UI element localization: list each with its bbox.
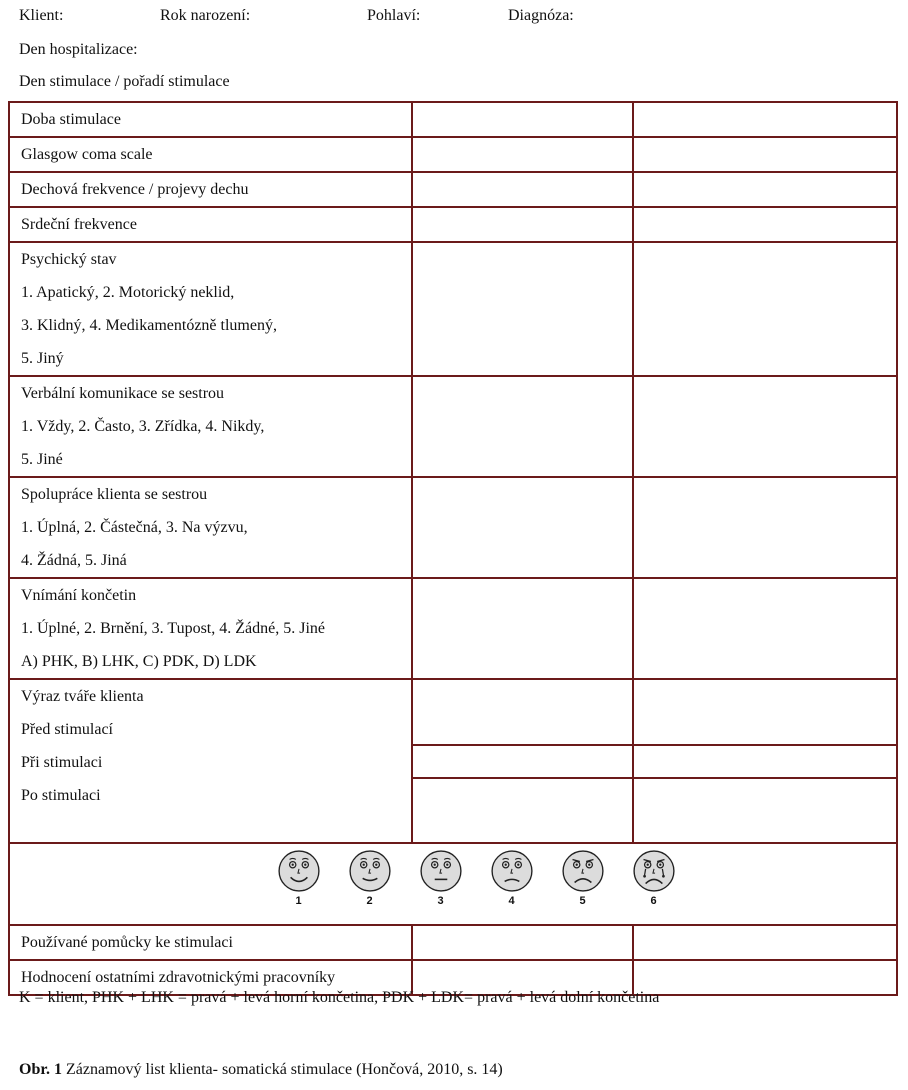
value-cell[interactable] xyxy=(633,925,897,960)
value-cell[interactable] xyxy=(633,578,897,679)
value-cell[interactable] xyxy=(412,207,633,242)
row-spoluprace xyxy=(9,477,897,578)
value-cell-po[interactable] xyxy=(633,778,897,843)
face-number: 2 xyxy=(366,895,373,907)
face-number: 5 xyxy=(579,895,586,907)
row-glasgow xyxy=(9,137,897,172)
face-item xyxy=(628,849,680,908)
row-label: Srdeční frekvence xyxy=(9,207,412,242)
crying-face-icon xyxy=(632,849,676,893)
row-option: 4. Žádná, 5. Jiná xyxy=(21,552,127,569)
value-cell[interactable] xyxy=(412,578,633,679)
face-item xyxy=(415,849,467,908)
figure-caption xyxy=(19,1060,503,1080)
row-vnimani-koncetin xyxy=(9,578,897,679)
face-number: 1 xyxy=(295,895,302,907)
value-cell-pri[interactable] xyxy=(412,745,633,778)
row-option: 1. Vždy, 2. Často, 3. Zřídka, 4. Nikdy, xyxy=(21,418,265,435)
row-srdecni-frekvence xyxy=(9,207,897,242)
row-label: Používané pomůcky ke stimulaci xyxy=(9,925,412,960)
row-title: Verbální komunikace se sestrou xyxy=(21,385,225,402)
value-cell[interactable] xyxy=(633,960,897,995)
birth-year-label: Rok narození: xyxy=(160,7,251,24)
caption-label: Obr. 1 xyxy=(19,1061,62,1078)
row-option: 1. Apatický, 2. Motorický neklid, xyxy=(21,284,235,301)
row-option: 5. Jiné xyxy=(21,451,63,468)
client-label: Klient: xyxy=(19,7,64,24)
value-cell-pri[interactable] xyxy=(633,745,897,778)
value-cell[interactable] xyxy=(633,207,897,242)
value-cell-pred[interactable] xyxy=(412,679,633,745)
footnote: K = klient, PHK + LHK = pravá + levá horní končetina, PDK + LDK= pravá + levá dolní končetina xyxy=(19,989,660,1006)
row-face-scale xyxy=(9,843,897,925)
row-vyraz-tvare xyxy=(9,679,897,745)
value-cell[interactable] xyxy=(412,102,633,137)
row-label: Dechová frekvence / projevy dechu xyxy=(9,172,412,207)
diagnosis-label: Diagnóza: xyxy=(508,7,574,24)
row-label xyxy=(9,578,412,679)
row-option: 5. Jiný xyxy=(21,350,64,367)
face-item xyxy=(273,849,325,908)
caption-text: Záznamový list klienta- somatická stimulace (Hončová, 2010, s. 14) xyxy=(61,1061,503,1078)
value-cell[interactable] xyxy=(412,172,633,207)
frowning-face-icon xyxy=(561,849,605,893)
value-cell[interactable] xyxy=(633,242,897,376)
row-verbalni-komunikace xyxy=(9,376,897,477)
value-cell-po[interactable] xyxy=(412,778,633,843)
row-label xyxy=(9,679,412,843)
face-number: 6 xyxy=(650,895,657,907)
row-title: Výraz tváře klienta xyxy=(21,688,144,705)
value-cell[interactable] xyxy=(412,137,633,172)
row-psychicky-stav xyxy=(9,242,897,376)
row-title: Psychický stav xyxy=(21,251,117,268)
row-option: 1. Úplná, 2. Částečná, 3. Na výzvu, xyxy=(21,519,248,536)
row-title: Spolupráce klienta se sestrou xyxy=(21,486,208,503)
value-cell[interactable] xyxy=(412,242,633,376)
row-option: 1. Úplné, 2. Brnění, 3. Tupost, 4. Žádné, 5. Jiné xyxy=(21,620,325,637)
row-doba-stimulace xyxy=(9,102,897,137)
neutral-face-icon xyxy=(419,849,463,893)
face-item xyxy=(557,849,609,908)
face-number: 3 xyxy=(437,895,444,907)
record-sheet-table xyxy=(8,101,898,996)
row-label xyxy=(9,376,412,477)
row-dechova-frekvence xyxy=(9,172,897,207)
row-label: Glasgow coma scale xyxy=(9,137,412,172)
row-option: Před stimulací xyxy=(21,721,113,738)
value-cell[interactable] xyxy=(412,376,633,477)
face-number: 4 xyxy=(508,895,515,907)
face-scale xyxy=(10,844,896,908)
face-scale-cell xyxy=(9,843,897,925)
value-cell-pred[interactable] xyxy=(633,679,897,745)
value-cell[interactable] xyxy=(633,102,897,137)
stimulation-day-label: Den stimulace / pořadí stimulace xyxy=(19,73,230,90)
gender-label: Pohlaví: xyxy=(367,7,421,24)
value-cell[interactable] xyxy=(412,477,633,578)
value-cell[interactable] xyxy=(633,137,897,172)
value-cell[interactable] xyxy=(633,376,897,477)
smiling-face-icon xyxy=(277,849,321,893)
row-title: Vnímání končetin xyxy=(21,587,137,604)
slight-smile-face-icon xyxy=(348,849,392,893)
row-option: 3. Klidný, 4. Medikamentózně tlumený, xyxy=(21,317,277,334)
face-item xyxy=(486,849,538,908)
row-label: Hodnocení ostatními zdravotnickými pracovníky xyxy=(9,960,412,995)
face-item xyxy=(344,849,396,908)
row-option: Po stimulaci xyxy=(21,787,101,804)
hospitalization-day-label: Den hospitalizace: xyxy=(19,41,138,58)
value-cell[interactable] xyxy=(633,477,897,578)
slight-frown-face-icon xyxy=(490,849,534,893)
value-cell[interactable] xyxy=(633,172,897,207)
row-option: Při stimulaci xyxy=(21,754,103,771)
row-label xyxy=(9,242,412,376)
value-cell[interactable] xyxy=(412,925,633,960)
row-option: A) PHK, B) LHK, C) PDK, D) LDK xyxy=(21,653,257,670)
row-pomucky xyxy=(9,925,897,960)
row-label xyxy=(9,477,412,578)
row-label: Doba stimulace xyxy=(9,102,412,137)
